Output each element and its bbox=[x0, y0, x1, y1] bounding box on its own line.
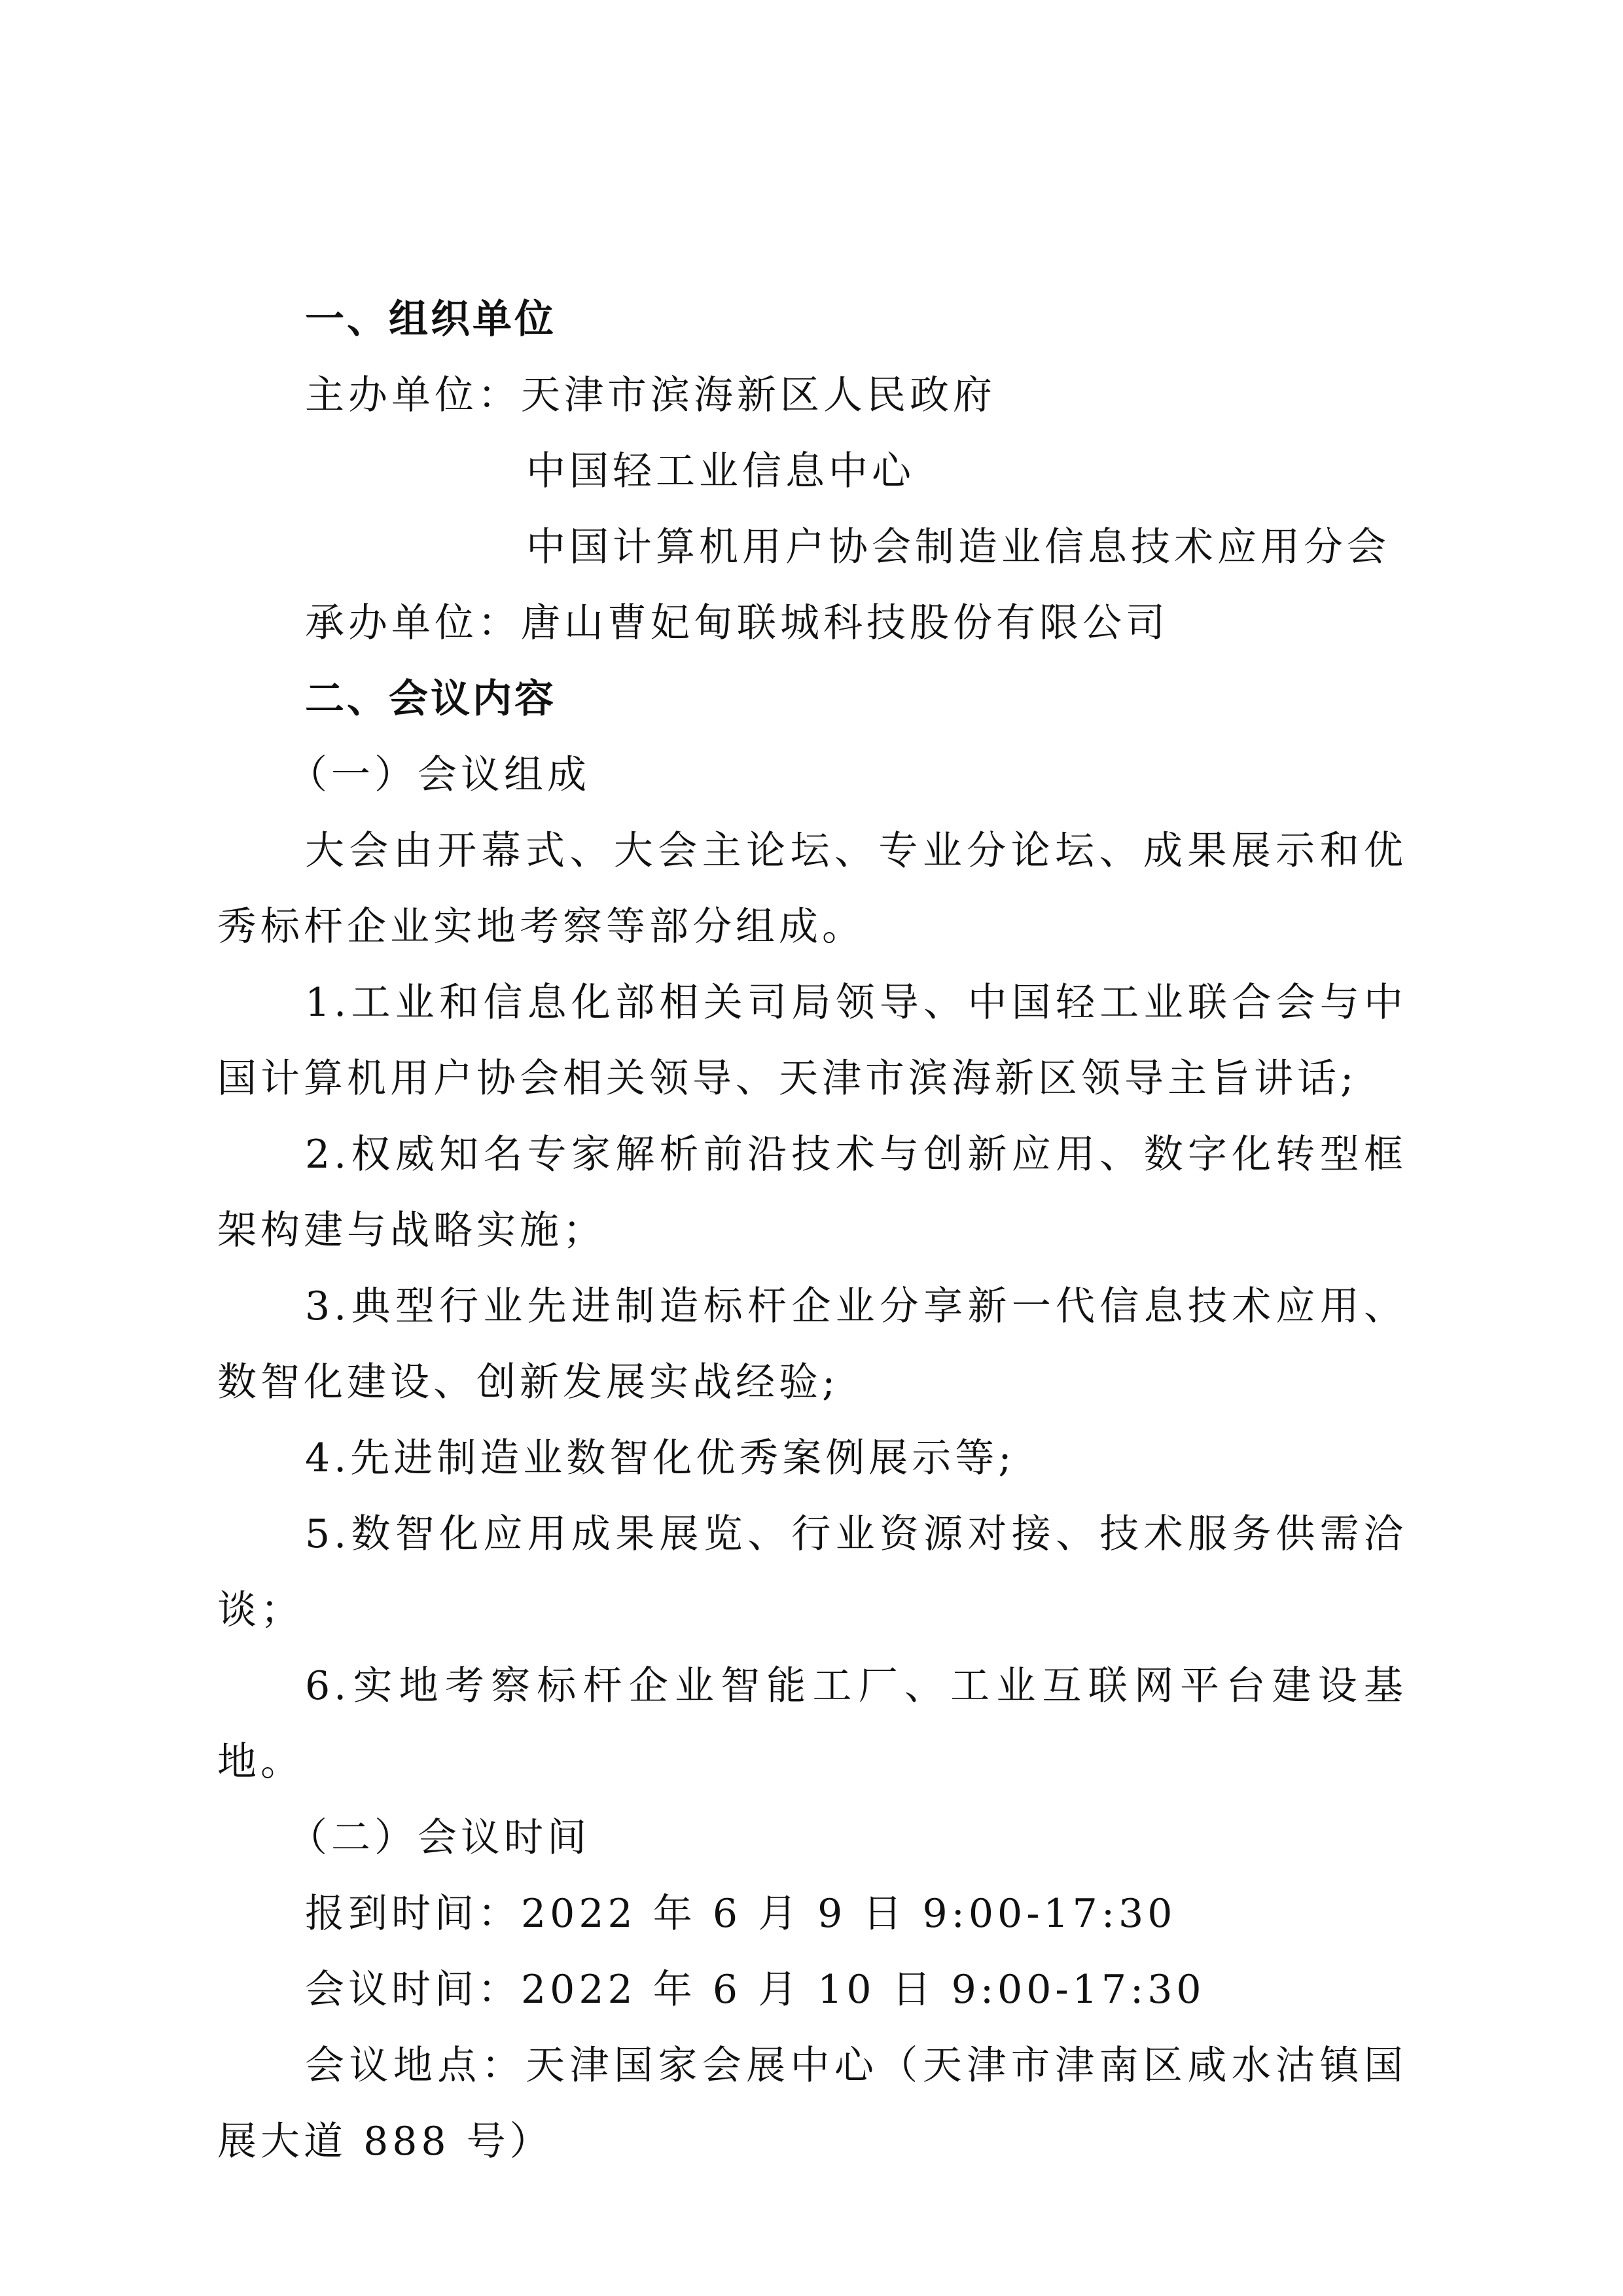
list-item-6: 6.实地考察标杆企业智能工厂、工业互联网平台建设基地。 bbox=[217, 1663, 1407, 1785]
meeting-venue: 会议地点：天津国家会展中心（天津市津南区咸水沽镇国展大道 888 号） bbox=[217, 2043, 1407, 2164]
section-heading-organizers: 一、组织单位 bbox=[305, 296, 556, 342]
document-page bbox=[217, 281, 1407, 2179]
list-item-3: 3.典型行业先进制造标杆企业分享新一代信息技术应用、数智化建设、创新发展实战经验; bbox=[217, 1283, 1407, 1405]
host-name-3: 中国计算机用户协会制造业信息技术应用分会 bbox=[526, 524, 1390, 570]
organizer-line bbox=[217, 585, 1407, 661]
checkin-time: 报到时间：2022 年 6 月 9 日 9:00-17:30 bbox=[305, 1891, 1177, 1937]
section-heading-content: 二、会议内容 bbox=[305, 676, 556, 722]
host-name-1: 天津市滨海新区人民政府 bbox=[521, 372, 996, 418]
organizer-label: 承办单位： bbox=[305, 600, 521, 646]
subsection-title-composition: （一）会议组成 bbox=[288, 752, 590, 798]
list-item-5: 5.数智化应用成果展览、行业资源对接、技术服务供需洽谈； bbox=[217, 1511, 1407, 1633]
list-item-1: 1.工业和信息化部相关司局领导、中国轻工业联合会与中国计算机用户协会相关领导、天津市滨海新区领导主旨讲话; bbox=[217, 980, 1407, 1102]
list-item-4: 4.先进制造业数智化优秀案例展示等; bbox=[305, 1435, 1016, 1481]
host-name-2: 中国轻工业信息中心 bbox=[526, 448, 915, 494]
meeting-time: 会议时间：2022 年 6 月 10 日 9:00-17:30 bbox=[305, 1967, 1205, 2013]
host-line-1 bbox=[217, 357, 1407, 433]
subsection-title-time: （二）会议时间 bbox=[288, 1815, 590, 1861]
list-item-2: 2.权威知名专家解析前沿技术与创新应用、数字化转型框架构建与战略实施； bbox=[217, 1132, 1407, 1253]
organizer-name: 唐山曹妃甸联城科技股份有限公司 bbox=[521, 600, 1169, 646]
composition-intro: 大会由开幕式、大会主论坛、专业分论坛、成果展示和优秀标杆企业实地考察等部分组成。 bbox=[217, 828, 1407, 950]
host-label: 主办单位： bbox=[305, 372, 521, 418]
